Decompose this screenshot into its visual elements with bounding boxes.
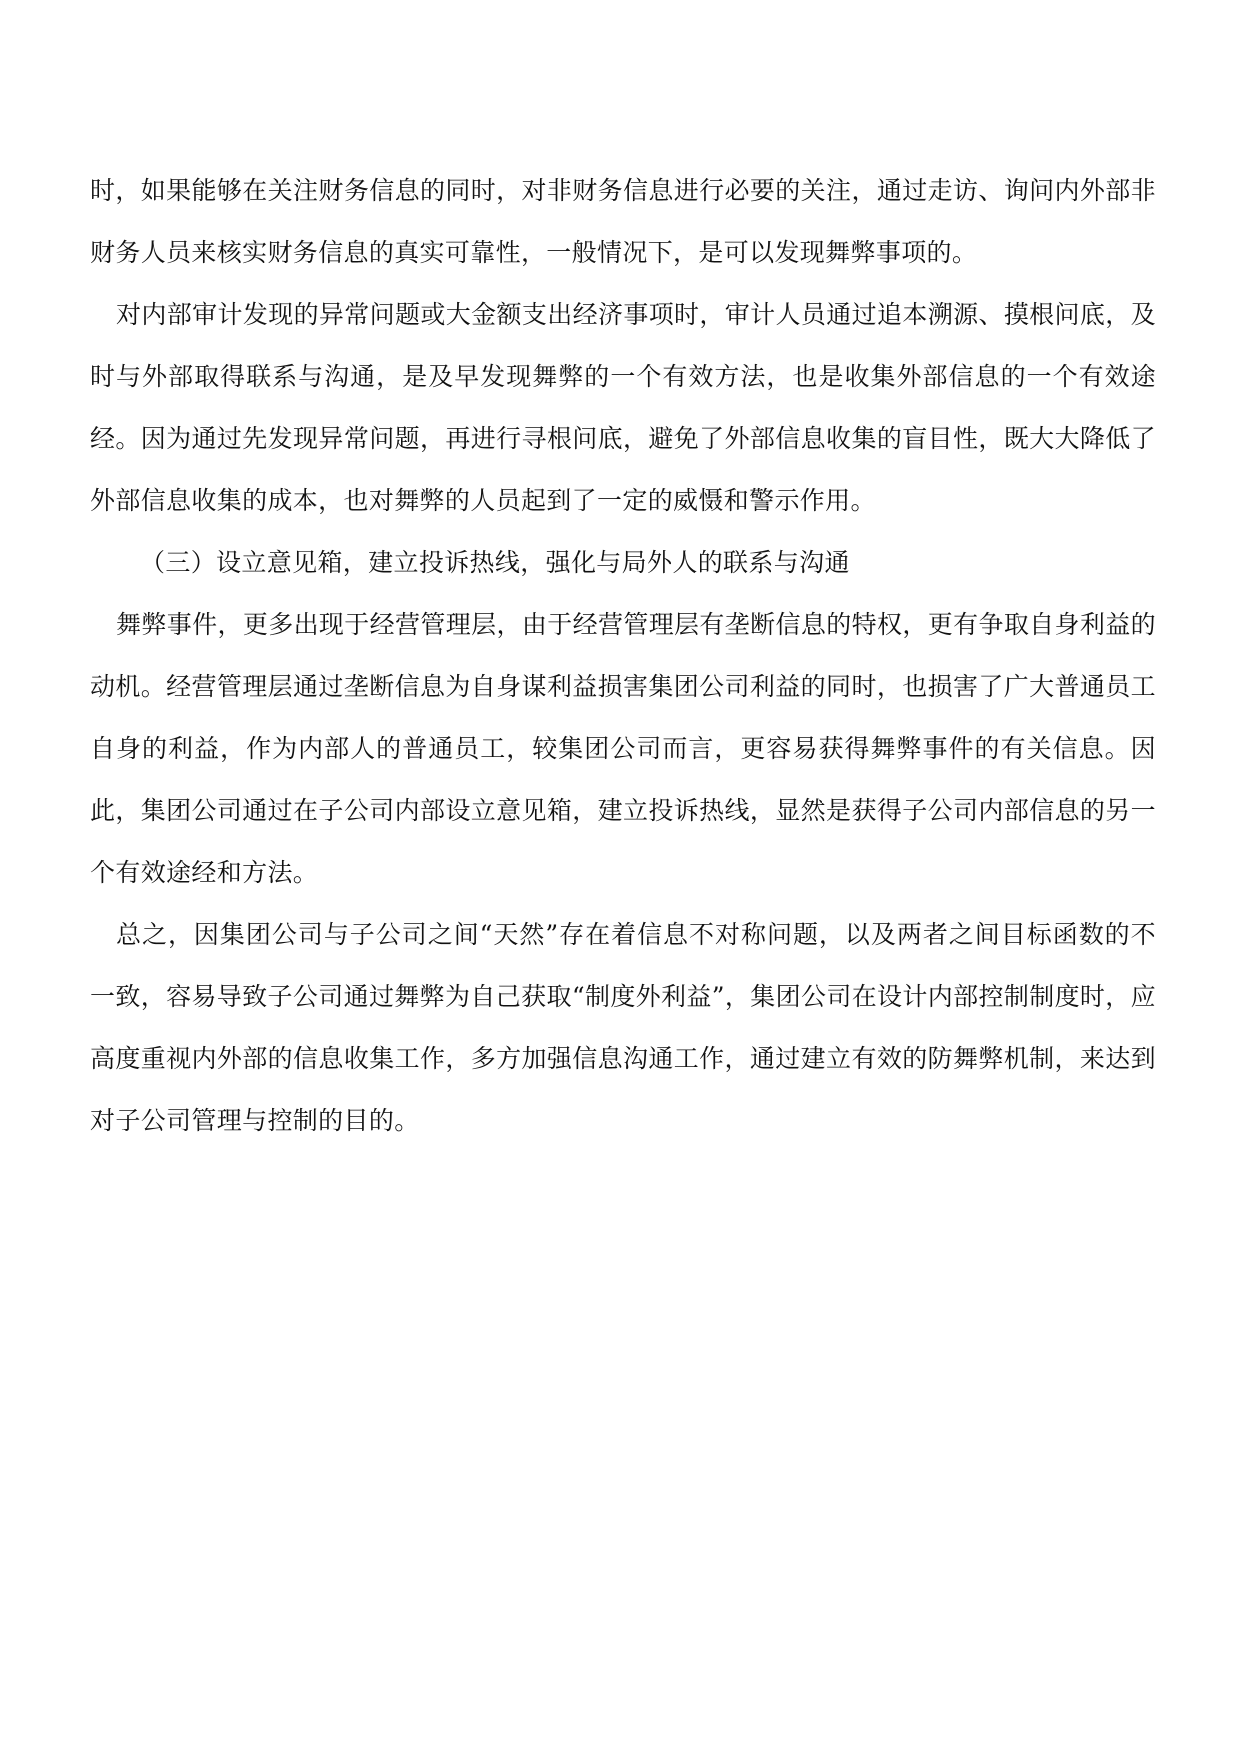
document-body [90,160,1156,1152]
paragraph-conclusion: 总之，因集团公司与子公司之间“天然”存在着信息不对称问题，以及两者之间目标函数的不一致，容易导致子公司通过舞弊为自己获取“制度外利益”，集团公司在设计内部控制制度时，应高度重视内外部的信息收集工作，多方加强信息沟通工作，通过建立有效的防舞弊机制，来达到对子公司管理与控制的目的。 [90,920,1156,1135]
paragraph-internal-audit: 对内部审计发现的异常问题或大金额支出经济事项时，审计人员通过追本溯源、摸根问底，及时与外部取得联系与沟通，是及早发现舞弊的一个有效方法，也是收集外部信息的一个有效途经。因为通过先发现异常问题，再进行寻根问底，避免了外部信息收集的盲目性，既大大降低了外部信息收集的成本，也对舞弊的人员起到了一定的威慑和警示作用。 [90,300,1156,515]
paragraph-continuation: 时，如果能够在关注财务信息的同时，对非财务信息进行必要的关注，通过走访、询问内外部非财务人员来核实财务信息的真实可靠性，一般情况下，是可以发现舞弊事项的。 [90,176,1156,267]
paragraph-fraud-events: 舞弊事件，更多出现于经营管理层，由于经营管理层有垄断信息的特权，更有争取自身利益的动机。经营管理层通过垄断信息为自身谋利益损害集团公司利益的同时，也损害了广大普通员工自身的利益，作为内部人的普通员工，较集团公司而言，更容易获得舞弊事件的有关信息。因此，集团公司通过在子公司内部设立意见箱，建立投诉热线，显然是获得子公司内部信息的另一个有效途经和方法。 [90,610,1156,887]
section-heading-3: （三）设立意见箱，建立投诉热线，强化与局外人的联系与沟通 [140,548,850,577]
